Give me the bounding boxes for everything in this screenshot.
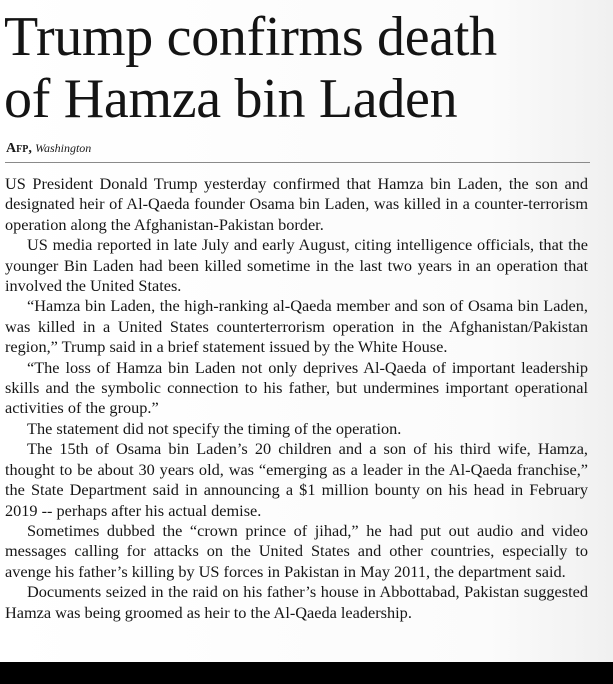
headline-line-2: of Hamza bin Laden (4, 68, 458, 130)
headline-line-1: Trump confirms death (4, 6, 497, 68)
byline (6, 140, 91, 157)
bottom-black-bar (0, 662, 613, 684)
byline-divider (5, 162, 590, 163)
article-paragraph: Documents seized in the raid on his father’s house in Abbottabad, Pakistan suggested Hamza was being groomed as heir to the Al-Qaeda leadership. (5, 582, 588, 622)
article-paragraph: Sometimes dubbed the “crown prince of jihad,” he had put out audio and video messages calling for attacks on the United States and other countries, especially to avenge his father’s killing by US forces in Pakistan in May 2011, the department said. (5, 520, 588, 581)
article-headline (4, 6, 604, 130)
article-paragraph: The statement did not specify the timing of the operation. (27, 418, 402, 438)
byline-place: Washington (35, 141, 92, 155)
byline-agency: Afp, (6, 141, 32, 156)
article-paragraph: US President Donald Trump yesterday confirmed that Hamza bin Laden, the son and designated heir of Al-Qaeda founder Osama bin Laden, was killed in a counter-terrorism operation along the Afghanistan-Pakistan border. (5, 174, 588, 234)
article-paragraph: “The loss of Hamza bin Laden not only deprives Al-Qaeda of important leadership skills and the symbolic connection to his father, but undermines important operational activities of the group.” (5, 357, 588, 418)
article-body (5, 174, 588, 623)
article-paragraph: The 15th of Osama bin Laden’s 20 children and a son of his third wife, Hamza, thought to be about 30 years old, was “emerging as a leader in the Al-Qaeda franchise,” the State Department said in announcing a $1 million bounty on his head in February 2019 -- perhaps after his actual demise. (5, 439, 588, 520)
article-paragraph: “Hamza bin Laden, the high-ranking al-Qaeda member and son of Osama bin Laden, was killed in a United States counterterrorism operation in the Afghanistan/Pakistan region,” Trump said in a brief statement issued by the White House. (5, 296, 588, 357)
article-paragraph: US media reported in late July and early August, citing intelligence officials, that the younger Bin Laden had been killed sometime in the last two years in an operation that involved the United States. (5, 235, 588, 296)
